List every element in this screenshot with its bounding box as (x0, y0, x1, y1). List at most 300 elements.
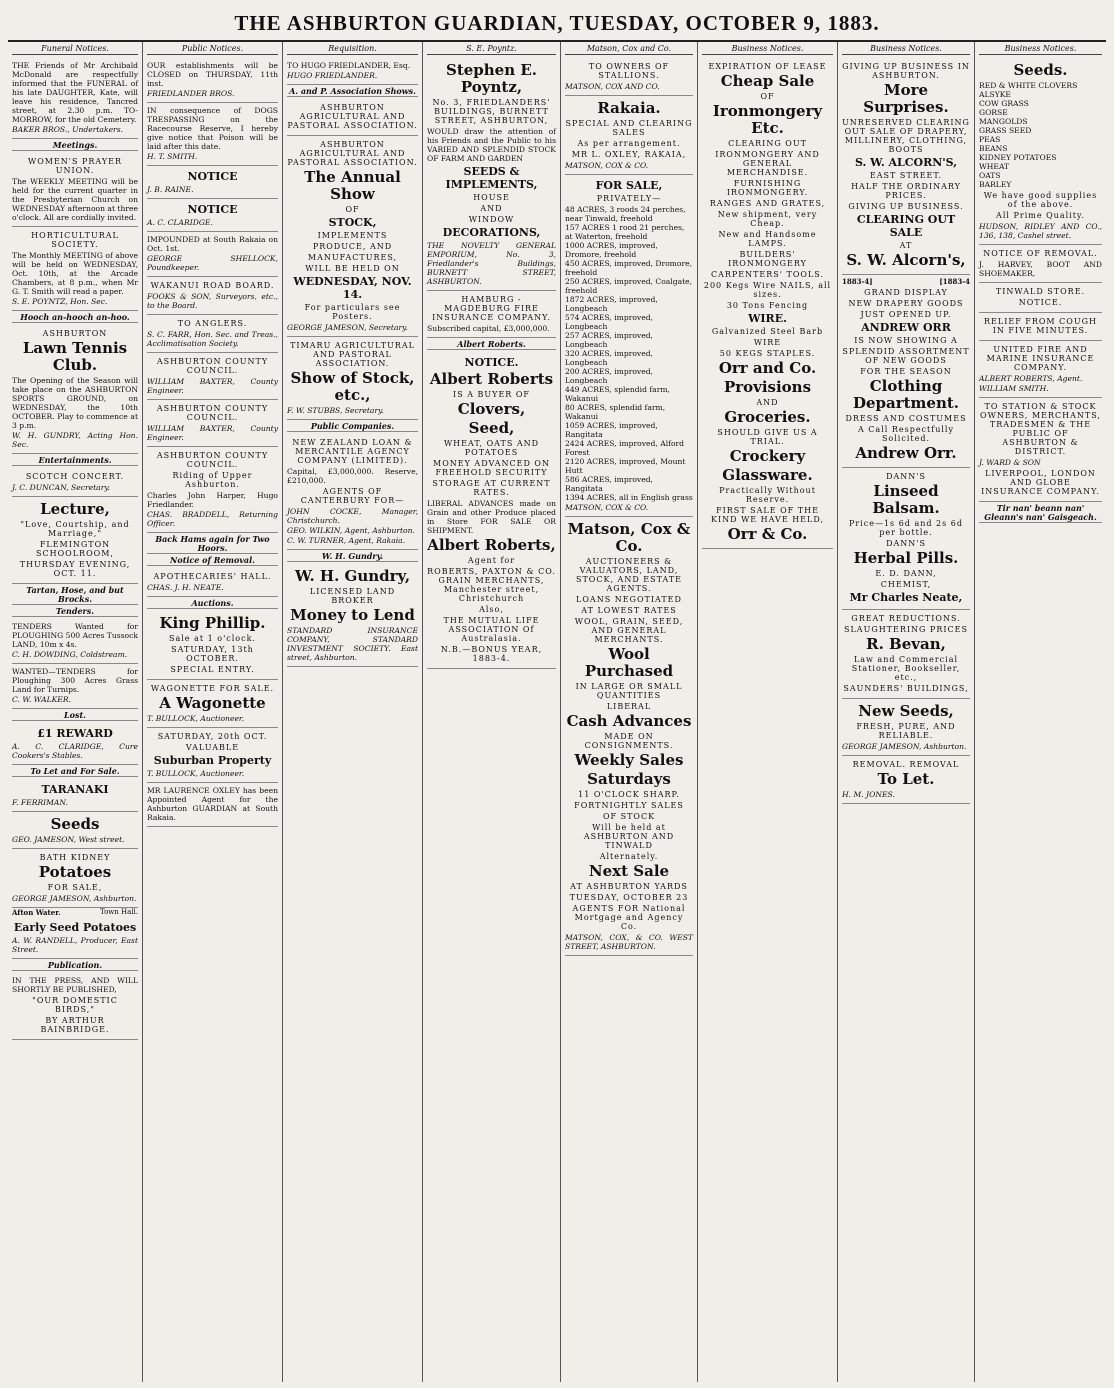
seed-item: MANGOLDS (979, 117, 1028, 126)
ad-author: BY ARTHUR BAINBRIDGE. (40, 1016, 110, 1034)
ad-title: The Annual Show (304, 168, 401, 203)
ad-title: Andrew Orr. (855, 444, 957, 462)
section-heading: Auctions. (147, 599, 278, 609)
ad-pretitle: BATH KIDNEY (39, 853, 111, 862)
ad-pretitle: GIVING UP BUSINESS IN ASHBURTON. (842, 62, 970, 80)
column-heading: Business Notices. (842, 44, 970, 55)
ad-subtitle: AGENTS OF CANTERBURY FOR— (300, 487, 405, 505)
ad-pretitle: WAGONETTE FOR SALE. (150, 684, 275, 693)
ad-signature: GEORGE JAMESON, Secretary. (287, 323, 408, 332)
ad-line: As per arrangement. (577, 139, 681, 148)
ad-text: TO HUGO FRIEDLANDER, Esq. (287, 61, 411, 70)
oxley-notice (147, 783, 278, 827)
ad-line: WHEAT, OATS AND POTATOES (443, 439, 540, 457)
ad-text: WOULD draw the attention of his Friends and the Public to his VARIED AND SPLENDID STOCK OF FARM AND GARDEN (427, 127, 556, 163)
ad-title: King Phillip. (159, 614, 266, 632)
nz-loan-ad (287, 434, 418, 550)
ad-subtitle: LICENSED LAND BROKER (309, 587, 396, 605)
taranaki-ad (12, 779, 138, 812)
column-heading: Public Notices. (147, 44, 278, 55)
land-item: 1394 ACRES, all in English grass (565, 493, 693, 502)
tinwald-ad (979, 283, 1102, 313)
ad-pretitle: EXPIRATION OF LEASE (708, 62, 827, 71)
ad-title: TO OWNERS OF STALLIONS. (588, 62, 670, 80)
ad-line: Practically Without Reserve. (719, 486, 816, 504)
ad-line: NEW DRAPERY GOODS (848, 299, 964, 308)
ad-title: ASHBURTON AGRICULTURAL AND PASTORAL ASSOCIATION. (287, 103, 418, 130)
funeral-text: THE Friends of Mr Archibald McDonald are respectfully informed that the FUNERAL of his late DAUGHTER, Kate, will leave his residence, Tancred street, at 2.30 p.m. TO-MORROW, for the old Cemetery. (12, 61, 138, 124)
ad-line: 200 Kegs Wire NAILS, all sizes. (703, 281, 832, 299)
hudson-seeds-ad (979, 58, 1102, 245)
afton-row (12, 908, 138, 917)
ad-signature: MATSON, COX & CO. (565, 503, 649, 512)
ad-title: UNITED FIRE AND MARINE INSURANCE COMPANY. (986, 345, 1095, 372)
ad-line: WILL BE HELD ON (305, 264, 400, 273)
ad-line: Will be held at ASHBURTON AND TINWALD (583, 823, 675, 850)
timaru-ad (287, 337, 418, 420)
potatoes-ad (12, 849, 138, 908)
afton-label: Afton Water. (12, 908, 61, 917)
wakanui-notice (147, 277, 278, 315)
ad-pretitle: DANN'S (886, 539, 926, 548)
ad-line: LIVERPOOL, LONDON AND GLOBE INSURANCE COMPANY. (981, 469, 1100, 496)
ad-headline: SEEDS & IMPLEMENTS, (445, 165, 538, 191)
ad-signature: FOOKS & SON, Surveyors, etc., to the Board. (147, 292, 278, 310)
ad-line: WOOL, GRAIN, SEED, AND GENERAL MERCHANTS. (574, 617, 684, 644)
section-heading: Tir nan' beann nan' Gleann's nan' Gaisgeach. (979, 504, 1102, 523)
ad-title: NOTICE OF REMOVAL. (983, 249, 1098, 258)
ad-title: Provisions (723, 378, 812, 396)
rakaia-ad (565, 96, 693, 175)
ad-line: Also, (479, 605, 504, 614)
seeds-ad (12, 812, 138, 849)
ad-word: OF (760, 92, 775, 101)
gundry-ad (287, 564, 418, 667)
ad-signature: T. BULLOCK, Auctioneer. (147, 714, 245, 723)
for-sale-ad (565, 175, 693, 517)
ad-word: AT (899, 241, 913, 250)
ad-title: NOTICE (187, 170, 238, 183)
hamburg-ad (427, 291, 556, 338)
ad-title: Potatoes (38, 863, 112, 881)
land-item: 449 ACRES, splendid farm, Wakanui (565, 385, 670, 403)
ad-title: SCOTCH CONCERT. (25, 472, 125, 481)
ad-title: TARANAKI (41, 783, 109, 796)
ad-signature: GEORGE JAMESON, Ashburton. (12, 894, 137, 903)
ad-line: SAUNDERS' BUILDINGS, (843, 684, 969, 693)
year-row (842, 277, 970, 286)
ad-line: LOANS NEGOTIATED (576, 595, 682, 604)
ad-title: Herbal Pills. (853, 549, 959, 567)
ad-subtitle: AUCTIONEERS & VALUATORS, LAND, STOCK, AND ESTATE AGENTS. (575, 557, 683, 593)
ad-pretitle: DANN'S (886, 472, 926, 481)
ad-signature: S. C. FARR, Hon. Sec. and Treas., Acclimatisation Society. (147, 330, 278, 348)
ad-signature: GEO. JAMESON, West street. (12, 835, 125, 844)
ad-line: New shipment, very Cheap. (717, 210, 818, 228)
ad-title: Ironmongery Etc. (712, 102, 823, 137)
ad-title: TO ANGLERS. (177, 319, 248, 328)
scotch-concert-ad (12, 468, 138, 497)
ad-line: HOUSE (473, 193, 510, 202)
ad-line: Agent for (467, 556, 516, 565)
ad-line: UNRESERVED CLEARING OUT SALE OF DRAPERY, MILLINERY, CLOTHING, BOOTS (842, 118, 970, 154)
ad-title: Early Seed Potatoes (13, 921, 137, 934)
ad-line: TUESDAY, OCTOBER 23 (569, 893, 689, 902)
land-list (565, 205, 693, 502)
ad-line: 50 KEGS STAPLES. (719, 349, 816, 358)
column-heading: S. E. Poyntz. (427, 44, 556, 55)
ad-word: OF (345, 205, 360, 214)
council-notice (147, 447, 278, 533)
section-heading: Back Hams again for Two Hoors. (147, 535, 278, 554)
ad-date: SATURDAY, 20th OCT. (157, 732, 268, 741)
year-right: [1883-4 (939, 277, 970, 286)
land-item: 1872 ACRES, improved, Longbeach (565, 295, 658, 313)
column-heading: Funeral Notices. (12, 44, 138, 55)
ad-signature: WILLIAM SMITH. (979, 384, 1049, 393)
ad-signature: J. WARD & SON (979, 458, 1041, 467)
seed-item: COW GRASS (979, 99, 1029, 108)
ad-line: ROBERTS, PAXTON & CO. GRAIN MERCHANTS, Manchester street, Christchurch (427, 567, 556, 603)
ad-text: The Opening of the Season will take place on the ASHBURTON SPORTS GROUND, on WEDNESDAY, the 10th OCTOBER. Play to commence at 3 p.m. (12, 376, 138, 430)
ad-signature: JOHN COCKE, Manager, Christchurch. (287, 507, 418, 525)
ad-line: STOCK, (328, 216, 377, 229)
ad-line: MONEY ADVANCED ON FREEHOLD SECURITY (433, 459, 550, 477)
ad-line: GIVING UP BUSINESS. (848, 202, 964, 211)
ad-signature: HUGO FRIEDLANDER. (287, 71, 378, 80)
ad-signature: CHAS. J. H. NEATE. (147, 583, 224, 592)
ad-title: A Wagonette (159, 694, 266, 712)
ad-line: Price—1s 6d and 2s 6d per bottle. (848, 519, 963, 537)
impounded-notice (147, 232, 278, 277)
alcorn-ad (842, 58, 970, 275)
wagonette-ad (147, 680, 278, 728)
ad-signature: MATSON, COX, & CO. WEST STREET, ASHBURTON. (565, 933, 693, 951)
land-item: 257 ACRES, improved, Longbeach (565, 331, 653, 349)
ad-line: FORTNIGHTLY SALES (574, 801, 684, 810)
orr-ad (702, 58, 833, 549)
ad-line: LIBERAL (606, 702, 652, 711)
ad-signature: MATSON, COX AND CO. (565, 82, 660, 91)
ad-text: Charles John Harper, Hugo Friedlander. (147, 491, 278, 509)
ad-line: Alternately. (599, 852, 659, 861)
seed-item: PEAS (979, 135, 1001, 144)
ad-title: W. H. Gundry, (294, 567, 411, 585)
ad-line: THE MUTUAL LIFE ASSOCIATION Of Australasia. (443, 616, 540, 643)
land-item: 2120 ACRES, improved, Mount Hutt (565, 457, 686, 475)
ad-line: 11 O'CLOCK SHARP. (578, 790, 680, 799)
relief-ad (979, 313, 1102, 341)
ad-subtitle: NOTICE. (1018, 298, 1063, 307)
ad-title: Albert Roberts, (427, 536, 556, 554)
ad-line: CARPENTERS' TOOLS. (710, 270, 825, 279)
land-item: 2424 ACRES, improved, Alford Forest (565, 439, 685, 457)
ad-signature: A. W. RANDELL, Producer, East Street. (12, 936, 138, 954)
ad-place: FLEMINGTON SCHOOLROOM, (36, 540, 114, 558)
station-ad (979, 398, 1102, 502)
ad-title: R. Bevan, (866, 635, 946, 653)
afton-place: Town Hall. (99, 908, 138, 916)
ad-title: APOTHECARIES' HALL. (153, 572, 272, 581)
reward-ad (12, 723, 138, 765)
seed-item: GRASS SEED (979, 126, 1032, 135)
requisition-ad (287, 58, 418, 85)
section-heading: Lost. (12, 711, 138, 721)
ad-title: Lecture, (40, 500, 110, 518)
council-notice (147, 353, 278, 400)
ad-title: £1 REWARD (37, 727, 113, 740)
ad-title: Albert Roberts (429, 370, 554, 388)
section-heading: Publication. (12, 961, 138, 971)
ad-line: PRODUCE, AND (312, 242, 393, 251)
ad-title: ASHBURTON COUNTY COUNCIL. (156, 404, 269, 422)
land-item: 200 ACRES, improved, Longbeach (565, 367, 653, 385)
ad-title: NEW ZEALAND LOAN & MERCANTILE AGENCY COMPANY (LIMITED). (292, 438, 413, 465)
prayer-union-ad (12, 153, 138, 227)
ad-line: WINDOW (468, 215, 515, 224)
funeral-signature: BAKER BROS., Undertakers. (12, 125, 123, 134)
tenders-ad (12, 619, 138, 664)
annual-show-ad (287, 136, 418, 337)
ad-line: WIRE (753, 338, 782, 347)
wanted-ad (12, 664, 138, 709)
ad-line: All Prime Quality. (996, 211, 1085, 220)
column-5 (561, 42, 698, 1382)
ad-headline: Mr Charles Neate, (849, 591, 963, 604)
horticultural-ad (12, 227, 138, 311)
ad-pretitle: VALUABLE (185, 743, 240, 752)
ad-line: Law and Commercial Stationer, Bookseller, etc., (851, 655, 961, 682)
ad-title: To Let. (877, 770, 935, 788)
ad-title: NOTICE (187, 203, 238, 216)
section-heading: Meetings. (12, 141, 138, 151)
dann-ad (842, 468, 970, 610)
ad-line: CHEMIST, (880, 580, 932, 589)
ad-title: Groceries. (724, 408, 811, 426)
ad-text: IN consequence of DOGS TRESPASSING on the Racecourse Reserve, I hereby give notice that Poison will be laid after this date. (147, 106, 278, 151)
ad-headline: Cash Advances (566, 712, 692, 730)
ad-line: FRESH, PURE, AND RELIABLE. (856, 722, 956, 740)
section-heading: A. and P. Association Shows. (287, 87, 418, 97)
ad-signature: F. W. STUBBS, Secretary. (287, 406, 384, 415)
column-heading: Business Notices. (979, 44, 1102, 55)
seed-item: OATS (979, 171, 1001, 180)
ad-title: More Surprises. (863, 81, 949, 116)
stallions-ad (565, 58, 693, 96)
ad-signature: GEORGE JAMESON, Ashburton. (842, 742, 967, 751)
ad-line: SPECIAL AND CLEARING SALES (565, 119, 693, 137)
ad-title: Crockery (729, 447, 806, 465)
ad-headline: Wool Purchased (584, 645, 674, 680)
ad-title: RELIEF FROM COUGH IN FIVE MINUTES. (984, 317, 1097, 335)
andrew-orr-ad (842, 275, 970, 468)
ad-subtitle: "Love, Courtship, and Marriage," (20, 520, 130, 538)
ad-signature: THE NOVELTY GENERAL EMPORIUM, No. 3, Friedlander's Buildings, BURNETT STREET, ASHBURTON. (427, 241, 556, 286)
ad-title: ASHBURTON COUNTY COUNCIL. (156, 451, 269, 469)
ad-line: SPLENDID ASSORTMENT OF NEW GOODS (842, 347, 970, 365)
to-let-ad (842, 756, 970, 804)
ad-time: Sale at 1 o'clock. (169, 634, 256, 643)
ad-signature: FRIEDLANDER BROS. (147, 89, 235, 98)
seed-item: GORSE (979, 108, 1008, 117)
ad-title: Linseed Balsam. (872, 482, 940, 517)
ad-title: ASHBURTON COUNTY COUNCIL. (156, 357, 269, 375)
masthead (8, 0, 1106, 42)
ad-pretitle: ASHBURTON (42, 329, 108, 338)
ad-pretitle: REMOVAL. REMOVAL (852, 760, 960, 769)
ad-notice: NOTICE. (464, 356, 519, 369)
ad-signature: GEO. WILKIN, Agent, Ashburton. (287, 526, 415, 535)
ad-date: WEDNESDAY, NOV. 14. (293, 275, 412, 301)
column-7 (838, 42, 975, 1382)
ad-line: We have good supplies of the above. (983, 191, 1098, 209)
ad-pretitle: GREAT REDUCTIONS. (851, 614, 961, 623)
dogs-notice (147, 103, 278, 166)
ad-line: SHOULD GIVE US A TRIAL. (717, 428, 818, 446)
ad-headline: Seed, (468, 419, 515, 437)
ad-title: Stephen E. Poyntz, (445, 61, 538, 96)
ad-signature: WILLIAM BAXTER, County Engineer. (147, 377, 278, 395)
ad-text: TENDERS Wanted for PLOUGHING 500 Acres Tussock LAND, 10m x 4s. (12, 622, 138, 649)
seed-item: BARLEY (979, 180, 1012, 189)
council-notice (147, 400, 278, 447)
ad-signature: CHAS. BRADDELL, Returning Officer. (147, 510, 278, 528)
seed-item: WHEAT (979, 162, 1010, 171)
closed-notice (147, 58, 278, 103)
ad-signature: MATSON, COX & CO. (565, 161, 649, 170)
ad-line: EAST STREET. (869, 171, 943, 180)
section-heading: Tenders. (12, 607, 138, 617)
ad-headline: Weekly Sales (574, 751, 684, 769)
anglers-notice (147, 315, 278, 353)
ad-signature: C. W. TURNER, Agent, Rakaia. (287, 536, 406, 545)
ad-line: WIRE. (748, 312, 787, 325)
ad-line: JUST OPENED UP. (860, 310, 952, 319)
ad-line: FURNISHING IRONMONGERY. (726, 179, 809, 197)
ad-line: HALF THE ORDINARY PRICES. (851, 182, 961, 200)
ad-text: The Monthly MEETING of above will be held on WEDNESDAY, Oct. 10th, at the Arcade Chambers, at 8 p.m., when Mr G. T. Smith will read a paper. (12, 251, 138, 296)
ad-signature: WILLIAM BAXTER, County Engineer. (147, 424, 278, 442)
funeral-notice (12, 58, 138, 139)
newspaper-title: THE ASHBURTON GUARDIAN, TUESDAY, OCTOBER 9, 1883. (234, 11, 880, 35)
ad-headline: S. W. ALCORN'S, (854, 156, 958, 169)
column-2 (143, 42, 283, 1382)
land-item: 157 ACRES 1 rood 21 perches, at Waterton, freehold (565, 223, 685, 241)
ad-signature: J. B. RAINE. (147, 185, 194, 194)
united-insurance-ad (979, 341, 1102, 398)
ad-line: RANGES AND GRATES, (709, 199, 826, 208)
land-item: 586 ACRES, improved, Rangitata (565, 475, 653, 493)
ad-signature: T. BULLOCK, Auctioneer. (147, 769, 245, 778)
ad-pretitle: TIMARU AGRICULTURAL AND PASTORAL ASSOCIATION. (290, 341, 415, 368)
ad-line: New and Handsome LAMPS. (718, 230, 817, 248)
ad-word: AND (756, 398, 779, 407)
ad-title: WOMEN'S PRAYER UNION. (27, 157, 123, 175)
ad-title: New Seeds, (858, 702, 954, 720)
ad-signature: HUDSON, RIDLEY AND CO., 136, 138, Cashel street. (979, 222, 1102, 240)
ad-title: Cheap Sale (720, 72, 815, 90)
ad-line: AND (480, 204, 503, 213)
ad-signature: C. W. WALKER. (12, 695, 71, 704)
new-seeds-ad (842, 699, 970, 756)
suburban-ad (147, 728, 278, 783)
ad-headline: Clothing Department. (852, 377, 960, 412)
ad-title: TINWALD STORE. (995, 287, 1086, 296)
section-heading: To Let and For Sale. (12, 767, 138, 777)
land-item: 1059 ACRES, improved, Rangitata (565, 421, 658, 439)
ad-date: SATURDAY, 13th OCTOBER. (171, 645, 254, 663)
ad-text: LIBERAL ADVANCES made on Grain and other Produce placed in Store FOR SALE OR SHIPMENT. (427, 499, 556, 535)
ad-line: AT ASHBURTON YARDS (570, 882, 688, 891)
section-heading: Notice of Removal. (147, 556, 278, 566)
roberts-ad (427, 352, 556, 669)
ad-line: FIRST SALE OF THE KIND WE HAVE HELD, (710, 506, 824, 524)
land-item: 80 ACRES, splendid farm, Wakanui (565, 403, 666, 421)
ad-signature: H. M. JONES. (842, 790, 895, 799)
ad-text: IMPOUNDED at South Rakaia on Oct. 1st. (147, 235, 278, 253)
harvey-ad (979, 245, 1102, 283)
section-heading: Albert Roberts. (427, 340, 556, 350)
ad-title: Orr and Co. (718, 359, 817, 377)
seed-item: BEANS (979, 144, 1008, 153)
column-heading: Matson, Cox and Co. (565, 44, 693, 55)
ad-text: IN THE PRESS, AND WILL SHORTLY BE PUBLISHED, (12, 976, 138, 994)
ad-line: 30 Tons Fencing (726, 301, 809, 310)
ad-signature: A. C. CLARIDGE. (147, 218, 213, 227)
ad-address: No. 3, FRIEDLANDERS' BUILDINGS, BURNETT STREET, ASHBURTON, (432, 98, 551, 125)
seed-item: ALSYKE (979, 90, 1011, 99)
land-item: 574 ACRES, improved, Longbeach (565, 313, 653, 331)
ad-text: Capital, £3,000,000. Reserve, £210,000. (287, 467, 418, 485)
ad-title: FOR SALE, (595, 179, 663, 192)
ad-title: Show of Stock, etc., (290, 369, 415, 404)
ad-text: J. HARVEY, BOOT AND SHOEMAKER, (979, 260, 1102, 278)
ad-title: HORTICULTURAL SOCIETY. (31, 231, 119, 249)
apa-notice (287, 99, 418, 136)
ad-line: IS NOW SHOWING A (854, 336, 958, 345)
ad-line: FOR THE SEASON (860, 367, 952, 376)
ad-title: "OUR DOMESTIC BIRDS," (32, 996, 118, 1014)
apothecaries-ad (147, 568, 278, 597)
notice-ad (147, 199, 278, 232)
ad-signature: C. H. DOWDING, Coldstream. (12, 650, 128, 659)
ad-title: WAKANUI ROAD BOARD. (150, 281, 275, 290)
column-4 (423, 42, 561, 1382)
section-heading: Entertainments. (12, 456, 138, 466)
ad-title: TO STATION & STOCK OWNERS, MERCHANTS, TRADESMEN & THE PUBLIC OF ASHBURTON & DISTRICT. (980, 402, 1101, 456)
section-heading: Hooch an-hooch an-hoo. (12, 313, 138, 323)
bevan-ad (842, 610, 970, 699)
ad-headline: Next Sale (588, 862, 670, 880)
ad-signature: W. H. GUNDRY, Acting Hon. Sec. (12, 431, 138, 449)
ad-signature: ALBERT ROBERTS, Agent. (979, 374, 1083, 383)
ad-line: AT LOWEST RATES (581, 606, 677, 615)
ad-title: HAMBURG - MAGDEBURG FIRE INSURANCE COMPANY. (432, 295, 551, 322)
ad-line: E. D. DANN, (875, 569, 937, 578)
column-3 (283, 42, 423, 1382)
ad-headline: Saturdays (587, 770, 671, 788)
king-phillip-ad (147, 611, 278, 680)
ad-headline: DECORATIONS, (442, 226, 541, 239)
ad-line: DRESS AND COSTUMES (845, 414, 967, 423)
ad-title: Suburban Property (153, 754, 272, 767)
ad-line: IMPLEMENTS (317, 231, 388, 240)
ad-title: Lawn Tennis Club. (22, 339, 128, 374)
ad-line: BUILDERS' IRONMONGERY (728, 250, 807, 268)
ad-date: THURSDAY EVENING, OCT. 11. (19, 560, 131, 578)
ad-title: Seeds. (1013, 61, 1068, 79)
ad-signature: A. C. CLARIDGE, Cure Cookers's Stables. (12, 742, 138, 760)
